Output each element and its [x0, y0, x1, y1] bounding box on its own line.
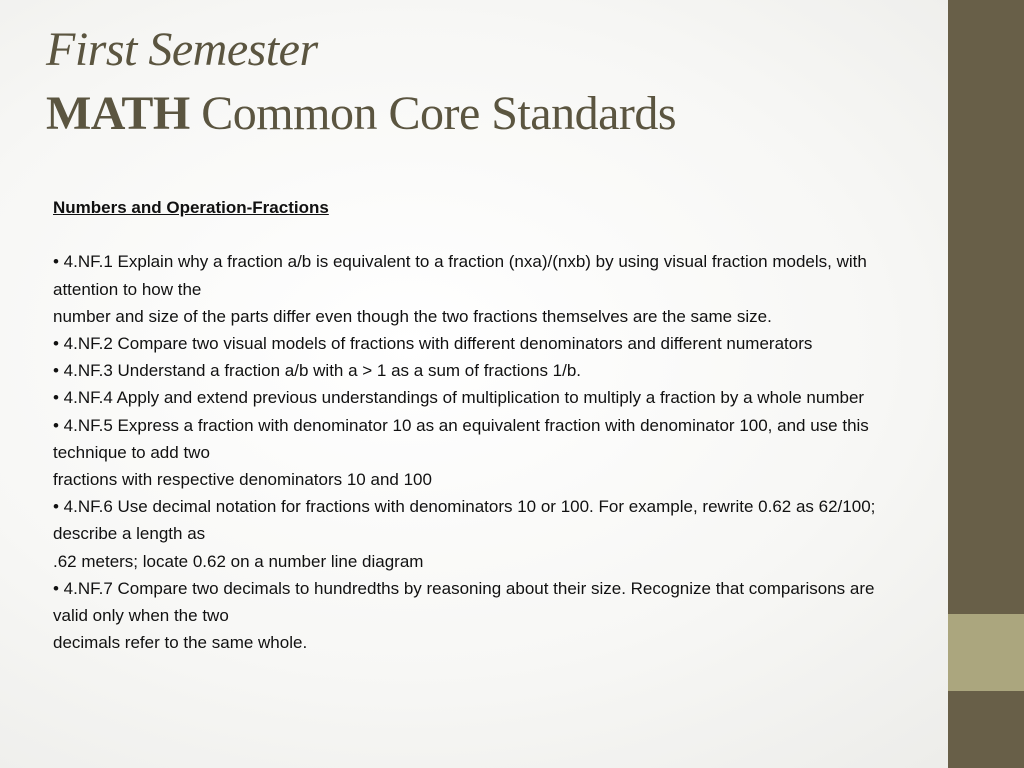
- body-line-9: .62 meters; locate 0.62 on a number line diagram: [53, 551, 424, 571]
- body-line-10: • 4.NF.7 Compare two decimals to hundredths by reasoning about their size. Recognize that comparisons are valid only when the two: [53, 578, 875, 626]
- title-rest: Common Core Standards: [189, 87, 677, 140]
- body-line-6: • 4.NF.5 Express a fraction with denominator 10 as an equivalent fraction with denominator 100, and use this technique to add two: [53, 415, 869, 462]
- title-bold-word: MATH: [46, 87, 190, 140]
- section-heading: Numbers and Operation-Fractions: [53, 198, 329, 217]
- title-line-1: First Semester: [46, 23, 318, 76]
- body-line-5: • 4.NF.4 Apply and extend previous understandings of multiplication to multiply a fraction by a whole number: [53, 388, 865, 408]
- body-line-1: • 4.NF.1 Explain why a fraction a/b is equivalent to a fraction (nxa)/(nxb) by using visual fraction models, with attention to how the: [53, 252, 867, 299]
- sidebar-decoration: [948, 0, 1024, 768]
- body-line-3: • 4.NF.2 Compare two visual models of fractions with different denominators and different numerators: [53, 334, 813, 353]
- body-line-8: • 4.NF.6 Use decimal notation for fractions with denominators 10 or 100. For example, rewrite 0.62 as 62/100; describe a length as: [53, 497, 876, 544]
- sidebar-accent-block: [948, 614, 1024, 691]
- body-line-4: • 4.NF.3 Understand a fraction a/b with a > 1 as a sum of fractions 1/b.: [53, 361, 582, 381]
- body-line-2: number and size of the parts differ even though the two fractions themselves are the same size.: [53, 306, 772, 326]
- body-line-7: fractions with respective denominators 10 and 100: [53, 470, 432, 490]
- slide-title: [46, 18, 676, 146]
- body-line-11: decimals refer to the same whole.: [53, 633, 308, 653]
- title-line-2: [46, 82, 676, 146]
- slide-body: [53, 194, 898, 656]
- spacer: [53, 221, 898, 248]
